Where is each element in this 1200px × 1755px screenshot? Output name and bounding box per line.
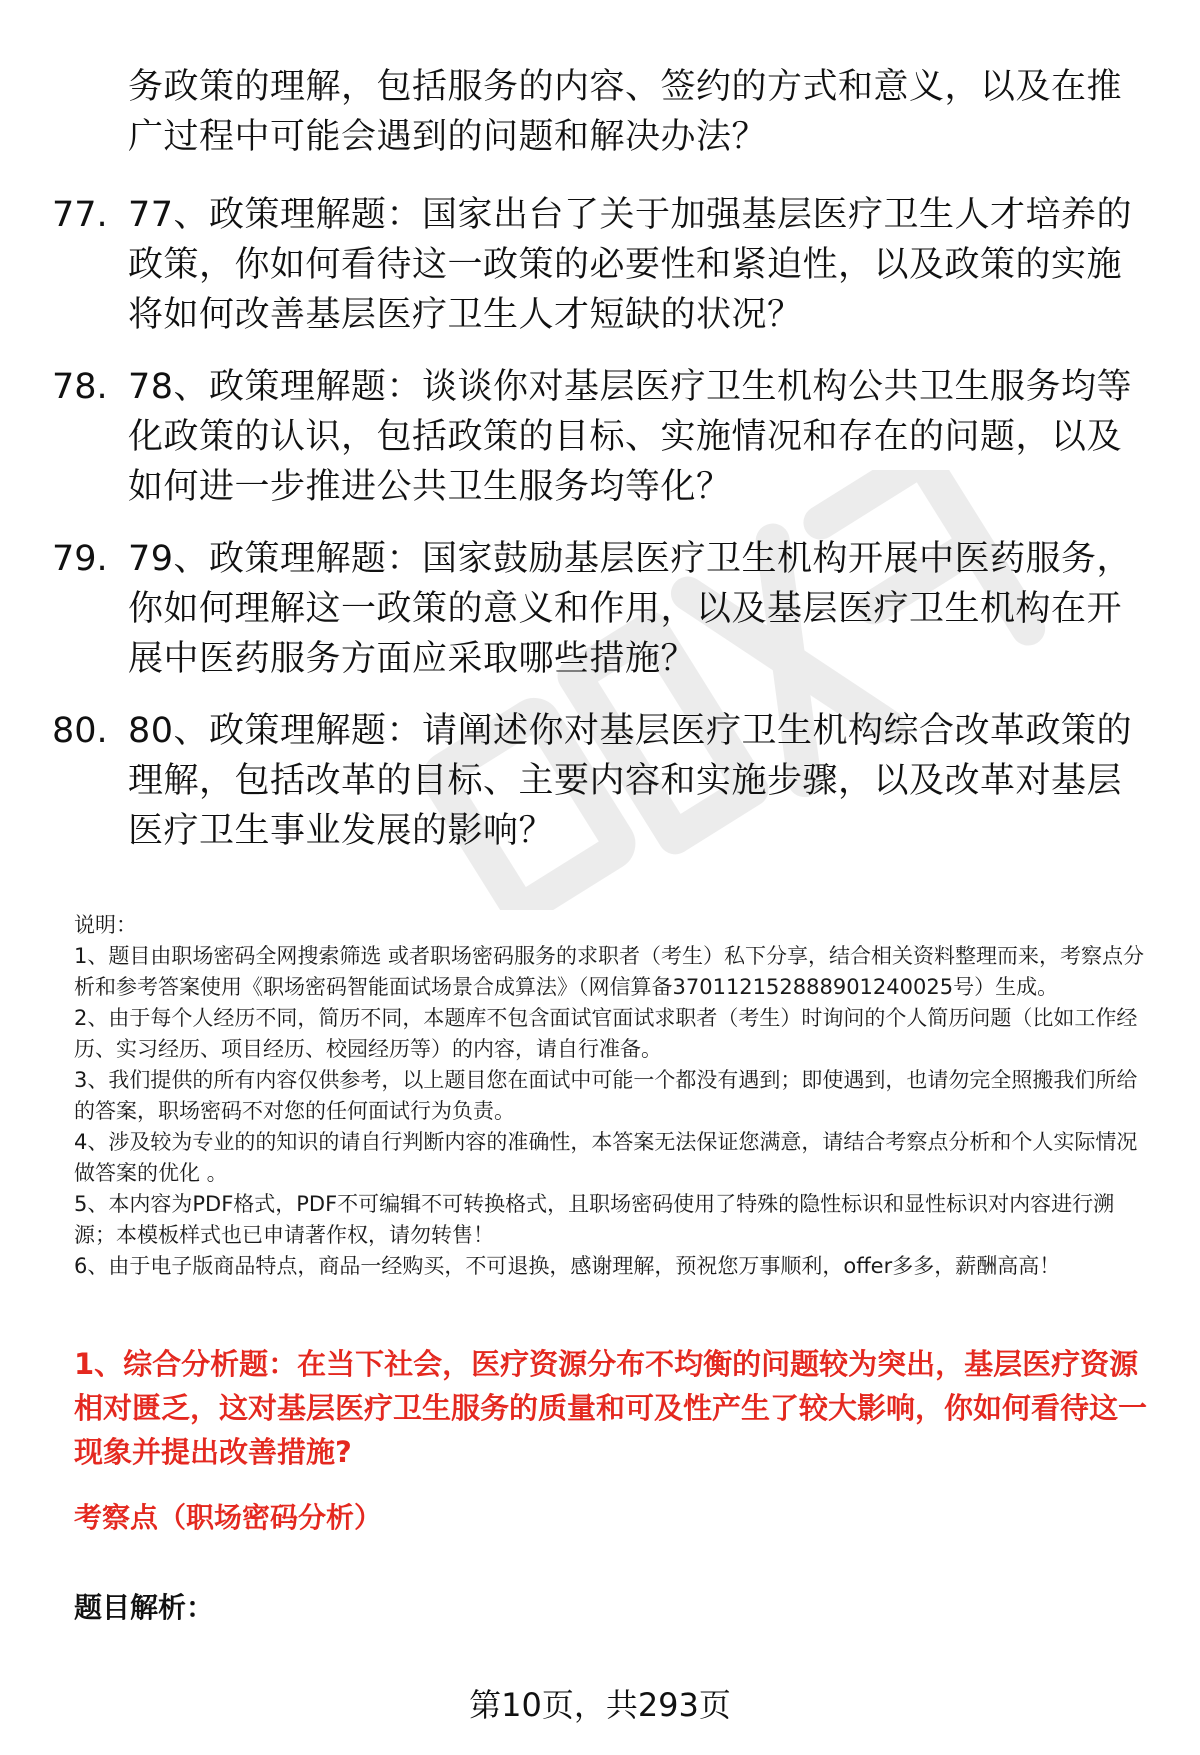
page-footer: 第10页，共293页 <box>469 1686 731 1724</box>
question-text: 79、政策理解题：国家鼓励基层医疗卫生机构开展中医药服务，你如何理解这一政策的意义和作用，以及基层医疗卫生机构在开展中医药服务方面应采取哪些措施？ <box>128 539 1133 679</box>
question-item-79 <box>0 534 1200 684</box>
question-item-77 <box>0 190 1200 340</box>
question-item-80 <box>0 706 1200 856</box>
note-item: 6、由于电子版商品特点，商品一经购买，不可退换，感谢理解，预祝您万事顺利，offer多多，薪酬高高！ <box>74 1254 1061 1278</box>
continuation-paragraph: 务政策的理解，包括服务的内容、签约的方式和意义，以及在推广过程中可能会遇到的问题和解决办法？ <box>128 67 1123 157</box>
question-text: 80、政策理解题：请阐述你对基层医疗卫生机构综合改革政策的理解，包括改革的目标、主要内容和实施步骤，以及改革对基层医疗卫生事业发展的影响？ <box>128 711 1133 851</box>
section-question-title: 1、综合分析题：在当下社会，医疗资源分布不均衡的问题较为突出，基层医疗资源相对匮乏，这对基层医疗卫生服务的质量和可及性产生了较大影响，你如何看待这一现象并提出改善措施? <box>74 1347 1148 1469</box>
notes-heading: 说明： <box>74 913 137 937</box>
question-item-78 <box>0 362 1200 512</box>
analysis-label: 题目解析： <box>74 1591 215 1624</box>
question-number: 79. <box>52 539 108 579</box>
question-list <box>0 190 1200 878</box>
note-item: 5、本内容为PDF格式，PDF不可编辑不可转换格式，且职场密码使用了特殊的隐性标识和显性标识对内容进行溯源；本模板样式也已申请著作权，请勿转售！ <box>74 1192 1115 1247</box>
question-number: 80. <box>52 711 108 751</box>
question-number: 77. <box>52 195 108 235</box>
notes-block <box>74 910 1154 1282</box>
section-subtitle: 考察点（职场密码分析） <box>74 1501 383 1534</box>
question-number: 78. <box>52 367 108 407</box>
question-text: 78、政策理解题：谈谈你对基层医疗卫生机构公共卫生服务均等化政策的认识，包括政策的目标、实施情况和存在的问题，以及如何进一步推进公共卫生服务均等化？ <box>128 367 1133 507</box>
note-item: 1、题目由职场密码全网搜索筛选 或者职场密码服务的求职者（考生）私下分享，结合相关资料整理而来，考察点分析和参考答案使用《职场密码智能面试场景合成算法》（网信算备370112152888901240025号）生成。 <box>74 944 1145 999</box>
note-item: 2、由于每个人经历不同，简历不同，本题库不包含面试官面试求职者（考生）时询问的个人简历问题（比如工作经历、实习经历、项目经历、校园经历等）的内容，请自行准备。 <box>74 1006 1138 1061</box>
note-item: 3、我们提供的所有内容仅供参考，以上题目您在面试中可能一个都没有遇到；即使遇到，也请勿完全照搬我们所给的答案，职场密码不对您的任何面试行为负责。 <box>74 1068 1138 1123</box>
question-text: 77、政策理解题：国家出台了关于加强基层医疗卫生人才培养的政策，你如何看待这一政策的必要性和紧迫性，以及政策的实施将如何改善基层医疗卫生人才短缺的状况？ <box>128 195 1133 335</box>
note-item: 4、涉及较为专业的的知识的请自行判断内容的准确性，本答案无法保证您满意，请结合考察点分析和个人实际情况做答案的优化 。 <box>74 1130 1138 1185</box>
